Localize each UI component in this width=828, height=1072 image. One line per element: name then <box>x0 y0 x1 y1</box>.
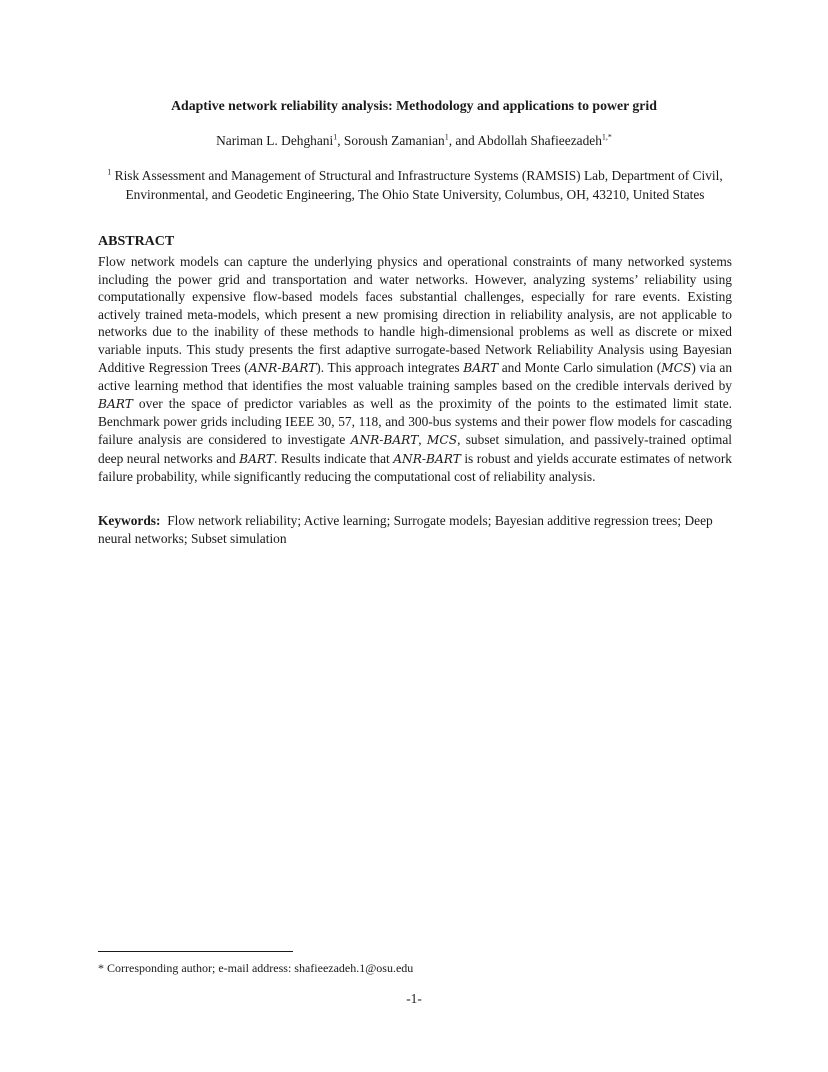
abstract-heading: ABSTRACT <box>98 234 175 249</box>
abstract-text: , <box>418 431 427 447</box>
abstract-variable: ANR-BART <box>350 432 419 447</box>
abstract-text: and Monte Carlo simulation ( <box>498 359 662 375</box>
author-name: Nariman L. Dehghani <box>216 133 334 148</box>
author-separator: , <box>337 133 344 148</box>
author-affiliation-mark: 1,* <box>601 132 612 142</box>
abstract-text: is robust and yields accurate estimates of network failure probability, while significantly reducing the computational cost of reliability analysis. <box>98 450 732 485</box>
author-affiliation-mark: 1 <box>333 132 338 142</box>
keywords <box>98 512 732 547</box>
keywords-text: Flow network reliability; Active learning; Surrogate models; Bayesian additive regression trees; Deep neural networks; Subset simulation <box>98 513 713 546</box>
abstract-text: ) via an active learning method that identifies the most valuable training samples based on the credible intervals derived by <box>98 359 733 394</box>
abstract-variable: MCS <box>661 360 692 375</box>
abstract-variable: ANR-BART <box>393 451 461 466</box>
page-number: -1- <box>406 991 422 1006</box>
abstract-variable: MCS <box>426 432 458 447</box>
author-affiliation-mark: 1 <box>444 132 449 142</box>
keywords-label: Keywords: <box>98 513 161 528</box>
author-name: Soroush Zamanian <box>343 133 445 148</box>
paper-title: Adaptive network reliability analysis: Methodology and applications to power grid <box>171 98 657 113</box>
corresponding-author-footnote: * Corresponding author; e-mail address: shafieezadeh.1@osu.edu <box>98 961 414 975</box>
abstract-body <box>98 253 732 486</box>
abstract-text: Flow network models can capture the underlying physics and operational constraints of many networked systems including the power grid and transportation and water networks. However, analyzing systems’ reliability using computationally expensive flow-based models faces substantial challenges, especially for rare events. Existing actively trained meta-models, which present a new promising direction in reliability analysis, are not applicable to networks due to the inability of these methods to handle high-dimensional problems as well as discrete or mixed variable inputs. This study presents the first adaptive surrogate-based Network Reliability Analysis using Bayesian Additive Regression Trees ( <box>98 254 732 375</box>
abstract-text: , subset simulation, and passively-trained optimal deep neural networks and <box>98 431 732 466</box>
abstract-variable: BART <box>463 360 499 375</box>
author-list <box>0 133 828 149</box>
author-name: Abdollah Shafieezadeh <box>477 133 602 148</box>
abstract-variable: BART <box>239 451 274 466</box>
author-separator: , and <box>448 133 478 148</box>
abstract-variable: ANR-BART <box>248 360 317 375</box>
abstract-text: . Results indicate that <box>274 450 394 466</box>
abstract-text: ). This approach integrates <box>316 359 464 375</box>
abstract-text: over the space of predictor variables as well as the proximity of the points to the estimated limit state. Benchmark power grids including IEEE 30, 57, 118, and 300-bus systems and their power flow models for cascading failure analysis are considered to investigate <box>98 395 732 447</box>
affiliation-text: Risk Assessment and Management of Structural and Infrastructure Systems (RAMSIS) Lab, Department of Civil, Environmental, and Geodetic Engineering, The Ohio State University, Columbus, OH, 43210, United States <box>114 168 723 203</box>
affiliation-mark: 1 <box>107 167 112 177</box>
abstract-variable: BART <box>98 396 133 411</box>
affiliation <box>98 166 732 205</box>
footnote-divider <box>98 951 293 952</box>
